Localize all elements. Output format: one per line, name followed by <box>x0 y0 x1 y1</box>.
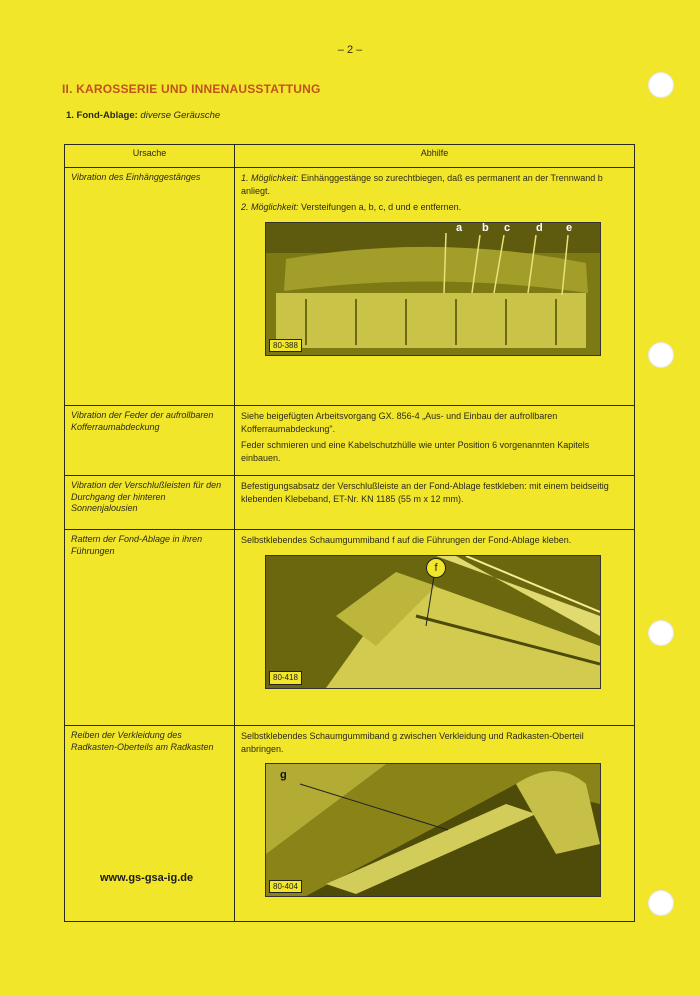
table-row <box>65 406 635 476</box>
remedy-label: 2. Möglichkeit: <box>241 202 299 213</box>
figure-letter-d: d <box>536 221 543 234</box>
punch-hole-upper-middle <box>648 342 674 368</box>
figure-80-388-drawing <box>266 223 600 355</box>
figure-letter-e: e <box>566 221 573 234</box>
remedy-cell <box>235 406 635 476</box>
punch-hole-bottom <box>648 890 674 916</box>
page-title: II. KAROSSERIE UND INNENAUSSTATTUNG <box>62 82 321 96</box>
remedy-text: Versteifungen a, b, c, d und e entfernen. <box>301 202 462 213</box>
figure-letter-c: c <box>504 221 511 234</box>
figure-80-418 <box>265 555 601 689</box>
table-row <box>65 168 635 406</box>
figure-letter-b: b <box>482 221 489 234</box>
remedy-line <box>241 172 628 197</box>
remedy-cell <box>235 726 635 922</box>
website-url: www.gs-gsa-ig.de <box>100 872 194 884</box>
figure-ref: 80-404 <box>269 880 302 893</box>
remedy-cell <box>235 168 635 406</box>
remedy-cell <box>235 476 635 530</box>
cause-cell: Vibration der Feder der aufrollbaren Kofferraumabdeckung <box>65 406 235 476</box>
table-row <box>65 530 635 726</box>
figure-80-404-drawing <box>266 764 600 896</box>
remedy-label: 1. Möglichkeit: <box>241 173 299 183</box>
punch-hole-top <box>648 72 674 98</box>
table-header-row <box>65 145 635 168</box>
figure-80-404 <box>265 763 601 897</box>
figure-letter-g: g <box>280 769 287 782</box>
section-subheading <box>66 110 220 121</box>
page-number: – 2 – <box>337 44 363 56</box>
cause-remedy-table <box>64 144 635 922</box>
subheading-suffix: diverse Geräusche <box>140 110 221 121</box>
remedy-line: Feder schmieren und eine Kabelschutzhülle wie unter Position 6 vorgenannten Kapitels einbauen. <box>241 440 590 463</box>
cause-cell: Vibration des Einhänggestänges <box>65 168 235 406</box>
figure-ref: 80-388 <box>269 339 302 352</box>
remedy-line <box>241 201 628 214</box>
punch-hole-lower-middle <box>648 620 674 646</box>
remedy-line: Befestigungsabsatz der Verschlußleiste an der Fond-Ablage festkleben: mit einem beidseitig klebenden Klebeband, ET-Nr. KN 1185 (55 m x 12 mm). <box>241 481 609 504</box>
cause-cell: Vibration der Verschlußleisten für den Durchgang der hinteren Sonnenjalousien <box>65 476 235 530</box>
header-remedy: Abhilfe <box>235 145 635 168</box>
table-row <box>65 476 635 530</box>
figure-ref: 80-418 <box>269 671 302 684</box>
subheading-prefix: 1. Fond-Ablage: <box>66 110 138 121</box>
remedy-cell <box>235 530 635 726</box>
remedy-text: Einhänggestänge so zurechtbiegen, daß es permanent an der Trennwand b anliegt. <box>241 173 603 196</box>
header-cause: Ursache <box>65 145 235 168</box>
remedy-line: Selbstklebendes Schaumgummiband g zwischen Verkleidung und Radkasten-Oberteil anbringen. <box>241 731 584 754</box>
cause-cell: Rattern der Fond-Ablage in ihren Führungen <box>65 530 235 726</box>
figure-letter-a: a <box>456 221 463 234</box>
figure-80-388 <box>265 222 601 356</box>
figure-letter-f: f <box>426 558 446 578</box>
remedy-line: Siehe beigefügten Arbeitsvorgang GX. 856-4 „Aus- und Einbau der aufrollbaren Kofferraumabdeckung". <box>241 411 558 434</box>
cause-cell: Reiben der Verkleidung des Radkasten-Oberteils am Radkasten <box>65 726 235 922</box>
remedy-line: Selbstklebendes Schaumgummiband f auf die Führungen der Fond-Ablage kleben. <box>241 535 572 545</box>
table-row <box>65 726 635 922</box>
